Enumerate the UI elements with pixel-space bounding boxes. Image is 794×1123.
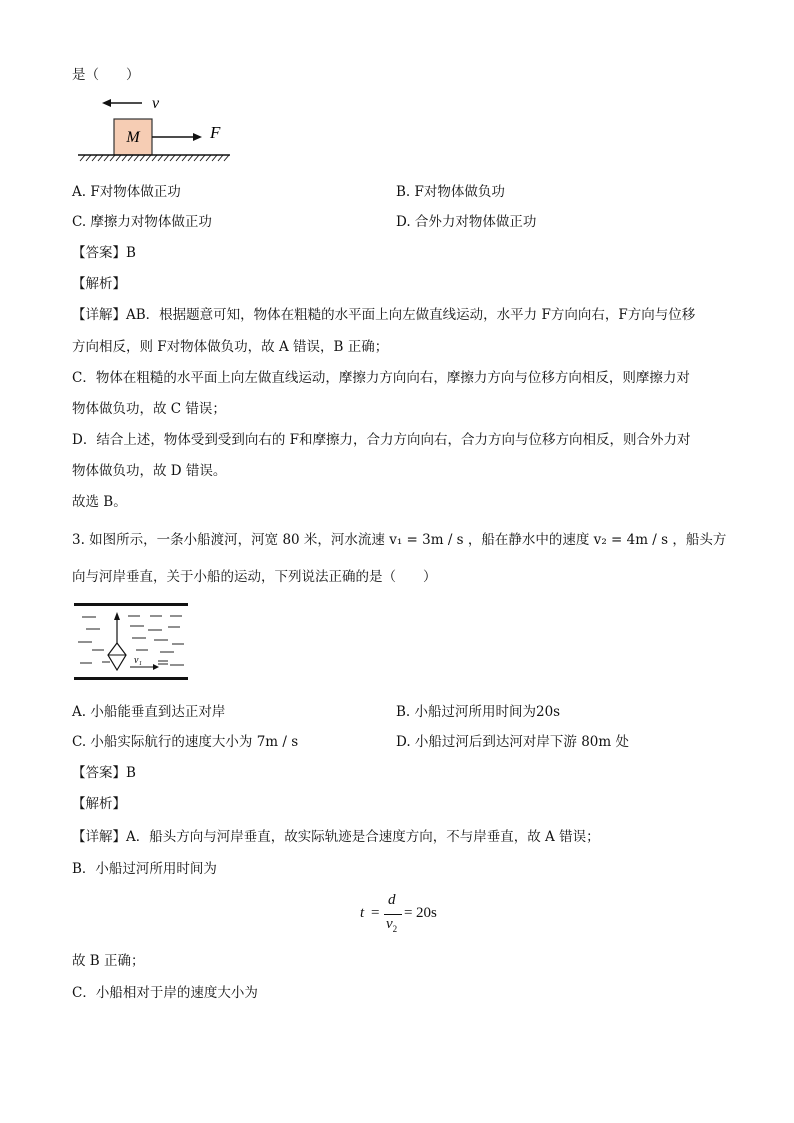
q2-conclusion: 故选 B。: [72, 494, 127, 510]
force-arrowhead: [193, 133, 202, 141]
q2-detail-line: 物体做负功，故 D 错误。: [72, 463, 227, 479]
svg-text:v₁: v₁: [134, 655, 142, 666]
q2-analysis-heading: 【解析】: [72, 276, 126, 292]
q3-detail-line: 【详解】A．船头方向与河岸垂直，故实际轨迹是合速度方向，不与岸垂直，故 A 错误；: [72, 829, 600, 845]
q3-after-line: C．小船相对于岸的速度大小为: [72, 985, 258, 1001]
formula-result: 20s: [416, 905, 437, 921]
q2-answer: 【答案】B: [72, 245, 136, 261]
q2-detail-line: 方向相反，则 F对物体做负功，故 A 错误，B 正确；: [72, 339, 389, 355]
bank-top: [74, 603, 188, 606]
river-boat-figure: [72, 600, 192, 684]
current-arrowhead: [153, 664, 159, 670]
q2-detail-line: 【详解】AB．根据题意可知，物体在粗糙的水平面上向左做直线运动，水平力 F方向向右，F方向与位移: [72, 307, 696, 323]
q3-after-line: 故 B 正确；: [72, 953, 145, 969]
q3-stem-line: 向与河岸垂直，关于小船的运动，下列说法正确的是（ ）: [72, 569, 437, 585]
q2-stem-tail: 是（ ）: [72, 67, 140, 83]
bank-bottom: [74, 677, 188, 680]
q2-detail-line: D．结合上述，物体受到受到向右的 F和摩擦力，合力方向向右，合力方向与位移方向相反，则合外力对: [72, 432, 691, 448]
time-formula: [360, 892, 450, 942]
q3-option-d[interactable]: D. 小船过河后到达河对岸下游 80m 处: [396, 734, 629, 750]
force-label: F: [210, 123, 221, 142]
q2-option-b[interactable]: B. F对物体做负功: [396, 184, 505, 200]
q3-option-c[interactable]: C. 小船实际航行的速度大小为 7m / s: [72, 734, 299, 750]
q3-analysis-heading: 【解析】: [72, 796, 126, 812]
q2-detail-line: 物体做负功，故 C 错误；: [72, 401, 226, 417]
fraction-bar: [384, 914, 402, 915]
boat: [108, 643, 126, 670]
current-label: [134, 655, 142, 666]
velocity-label: v: [152, 95, 160, 112]
boat-heading-arrowhead: [114, 612, 120, 620]
ground-hatching: [80, 155, 229, 161]
q2-option-c[interactable]: C. 摩擦力对物体做正功: [72, 214, 212, 230]
q2-option-d[interactable]: D. 合外力对物体做正功: [396, 214, 537, 230]
q2-detail-line: C．物体在粗糙的水平面上向左做直线运动，摩擦力方向向右，摩擦力方向与位移方向相反，则摩擦力对: [72, 370, 690, 386]
q2-option-a[interactable]: A. F对物体做正功: [72, 184, 181, 200]
formula-numerator: d: [388, 892, 396, 908]
formula-equals: =: [404, 905, 413, 921]
q3-option-a[interactable]: A. 小船能垂直到达正对岸: [72, 704, 226, 720]
velocity-arrowhead: [102, 99, 111, 107]
q3-stem-line: 3. 如图所示，一条小船渡河，河宽 80 米，河水流速 v₁ = 3m / s ，船在静水中的速度 v₂ = 4m / s ，船头方: [72, 532, 727, 548]
formula-denominator: $v_2$: [386, 916, 398, 934]
q3-detail-line: B．小船过河所用时间为: [72, 861, 217, 877]
water-ripples: [78, 616, 184, 665]
block-label: M: [126, 129, 140, 146]
block-force-figure: [72, 88, 242, 168]
q3-option-b[interactable]: B. 小船过河所用时间为20s: [396, 704, 561, 720]
formula-lhs: t: [360, 905, 365, 921]
formula-equals: =: [371, 905, 380, 921]
q3-answer: 【答案】B: [72, 765, 136, 781]
